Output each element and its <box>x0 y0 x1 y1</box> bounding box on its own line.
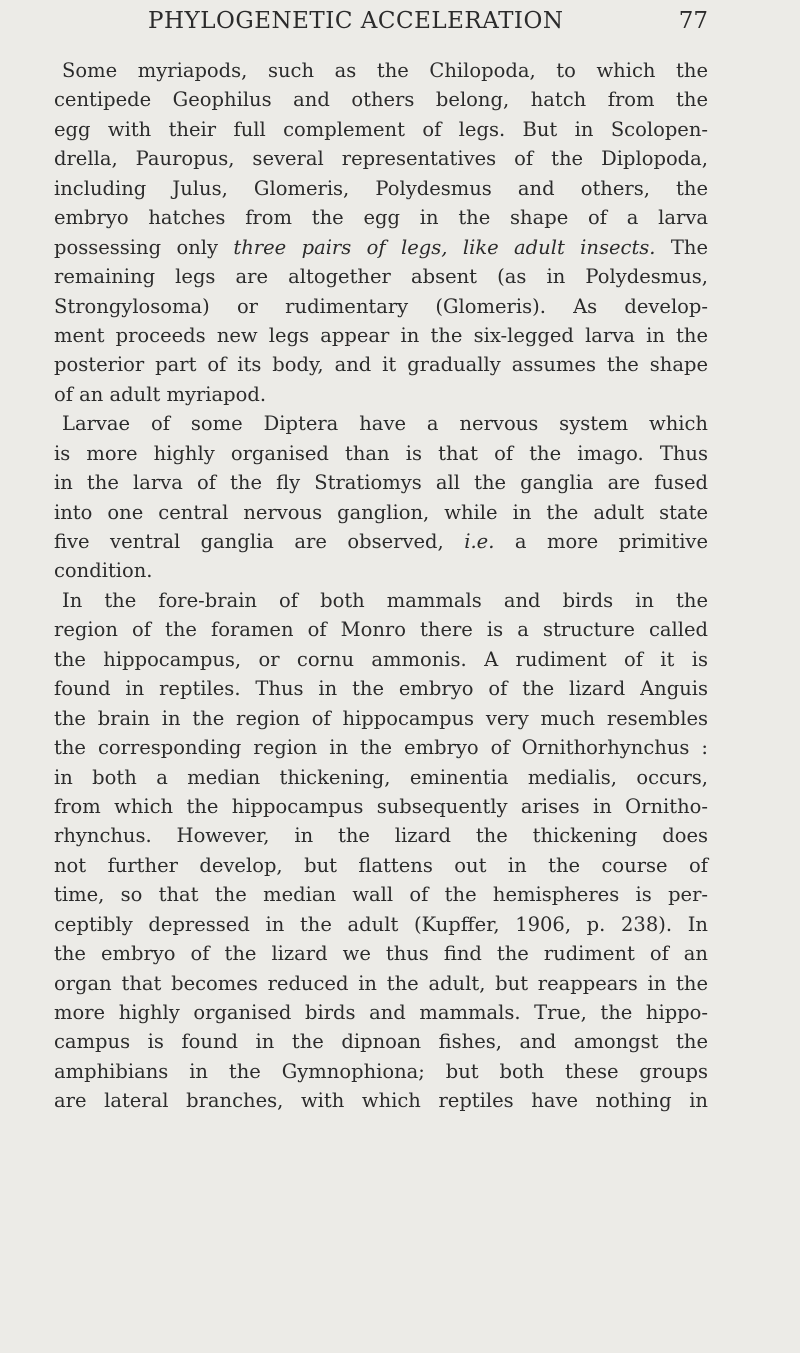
text-segment: possessing only <box>54 235 234 259</box>
text-segment: five ventral ganglia are observed, <box>54 530 465 553</box>
text-line: centipede Geophilus and others belong, hatch from the <box>54 88 708 112</box>
text-line: region of the foramen of Monro there is a structure called <box>54 618 708 642</box>
text-line: campus is found in the dipnoan fishes, and amongst the <box>54 1030 708 1054</box>
text-segment: a more primitive <box>494 530 708 553</box>
italic-phrase: three pairs of legs, like adult insects. <box>233 235 656 259</box>
text-line: not further develop, but flattens out in the course of <box>54 853 708 877</box>
text-line: the embryo of the lizard we thus find the rudiment of an <box>54 942 708 966</box>
text-line: In the fore-brain of both mammals and birds in the <box>62 588 708 612</box>
text-line: into one central nervous ganglion, while in the adult state <box>54 500 708 524</box>
text-line: found in reptiles. Thus in the embryo of the lizard Anguis <box>54 677 708 701</box>
paragraph <box>54 409 708 586</box>
text-line: organ that becomes reduced in the adult, but reappears in the <box>54 971 708 995</box>
text-line: rhynchus. However, in the lizard the thickening does <box>54 824 708 848</box>
text-line: drella, Pauropus, several representatives of the Diplopoda, <box>54 147 708 171</box>
text-line: ment proceeds new legs appear in the six-legged larva in the <box>54 323 708 347</box>
body-text <box>54 56 708 1116</box>
text-line: condition. <box>54 559 153 583</box>
running-title: PHYLOGENETIC ACCELERATION <box>148 8 564 34</box>
text-line: in both a median thickening, eminentia medialis, occurs, <box>54 765 708 789</box>
text-line: in the larva of the fly Stratiomys all the ganglia are fused <box>54 471 708 495</box>
text-line: from which the hippocampus subsequently arises in Ornitho- <box>54 794 708 818</box>
text-line <box>54 527 708 556</box>
text-line: the brain in the region of hippocampus very much resembles <box>54 706 708 730</box>
text-line: are lateral branches, with which reptiles have nothing in <box>54 1089 708 1113</box>
text-line: embryo hatches from the egg in the shape of a larva <box>54 206 708 230</box>
italic-phrase: i.e. <box>464 530 495 553</box>
text-line: posterior part of its body, and it gradually assumes the shape <box>54 353 708 377</box>
text-line: remaining legs are altogether absent (as in Polydesmus, <box>54 265 708 289</box>
text-line: the corresponding region in the embryo of Ornithorhynchus : <box>54 736 708 760</box>
paragraph <box>54 56 708 409</box>
text-line: amphibians in the Gymnophiona; but both these groups <box>54 1059 708 1083</box>
page-number: 77 <box>678 8 708 34</box>
text-line: time, so that the median wall of the hemispheres is per- <box>54 883 708 907</box>
running-head <box>0 8 800 44</box>
text-line: is more highly organised than is that of the imago. Thus <box>54 441 708 465</box>
text-segment: The <box>655 235 708 259</box>
paragraph <box>54 586 708 1116</box>
text-line: including Julus, Glomeris, Polydesmus and others, the <box>54 176 708 200</box>
text-line <box>54 233 708 262</box>
text-line: Larvae of some Diptera have a nervous system which <box>62 412 708 436</box>
text-line: ceptibly depressed in the adult (Kupffer, 1906, p. 238). In <box>54 912 708 936</box>
text-line: egg with their full complement of legs. But in Scolopen- <box>54 117 708 141</box>
text-line: the hippocampus, or cornu ammonis. A rudiment of it is <box>54 647 708 671</box>
text-line: of an adult myriapod. <box>54 382 267 406</box>
text-line: more highly organised birds and mammals. True, the hippo- <box>54 1001 708 1024</box>
text-line: Some myriapods, such as the Chilopoda, to which the <box>62 59 708 82</box>
text-line: Strongylosoma) or rudimentary (Glomeris). As develop- <box>54 294 708 318</box>
